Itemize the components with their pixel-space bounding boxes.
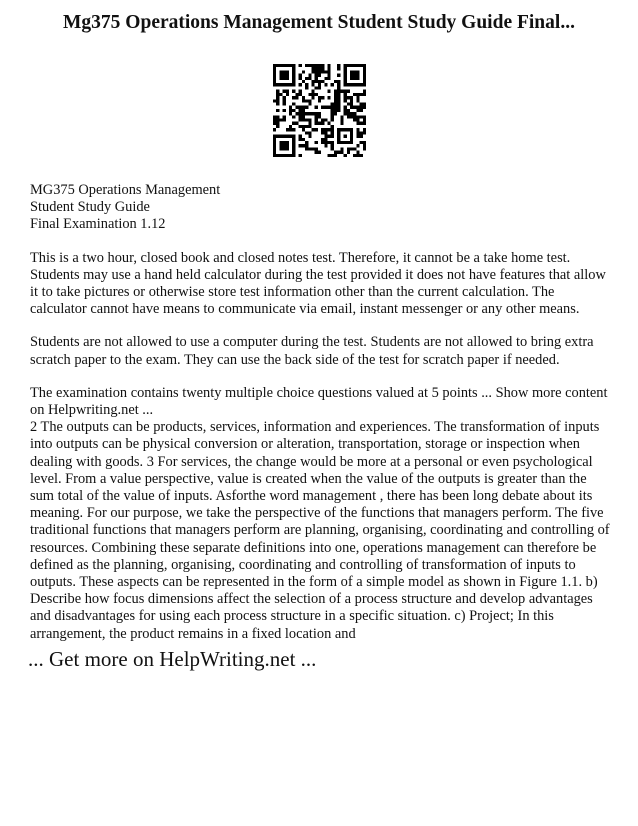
get-more-link[interactable]: ... Get more on HelpWriting.net ... — [28, 647, 317, 671]
exam-name: Final Examination 1.12 — [30, 216, 166, 233]
paragraph-test-rules: This is a two hour, closed book and closed notes test. Therefore, it cannot be a take home test. Students may use a hand held calculator during the test provided it does not have features that allow it to take pictures or otherwise store test information other than the current calculation. The calculator cannot have means to communicate via email, instant messenger or any other means. — [30, 249, 606, 318]
guide-name: Student Study Guide — [30, 199, 150, 216]
qr-code-icon — [273, 64, 366, 157]
document-title: Mg375 Operations Management Student Study Guide Final... — [63, 12, 575, 33]
document-body — [30, 182, 612, 643]
course-title: MG375 Operations Management — [30, 182, 221, 198]
paragraph-operations-definition: 2 The outputs can be products, services, information and experiences. The transformation of inputs into outputs can be physical conversion or alteration, transportation, storage or inspection when dealing with goods. 3 For services, the change would be more at a personal or even psychological level. From a value perspective, value is created when the value of the outputs is greater than the sum total of the value of inputs. Asforthe word management , there has been long debate about its meaning. For our purpose, we take the perspective of the functions that managers perform. The five traditional functions that managers perform are planning, organising, coordinating and controlling of resources. Combining these separate definitions into one, operations management can therefore be defined as the planning, organising, coordinating and controlling of transformation of inputs to outputs. These aspects can be represented in the form of a simple model as shown in Figure 1.1. b) Describe how focus dimensions affect the selection of a process structure and develop advantages and disadvantages for using each process structure in a specific situation. c) Project; In this arrangement, the product remains in a fixed location and — [30, 419, 610, 642]
paragraph-computer-rules: Students are not allowed to use a computer during the test. Students are not allowed to bring extra scratch paper to the exam. They can use the back side of the test for scratch paper if needed. — [30, 334, 594, 368]
document-header-block — [30, 182, 612, 234]
paragraph-exam-format[interactable]: The examination contains twenty multiple choice questions valued at 5 points ... Show more content on Helpwriting.net ... — [30, 384, 608, 419]
